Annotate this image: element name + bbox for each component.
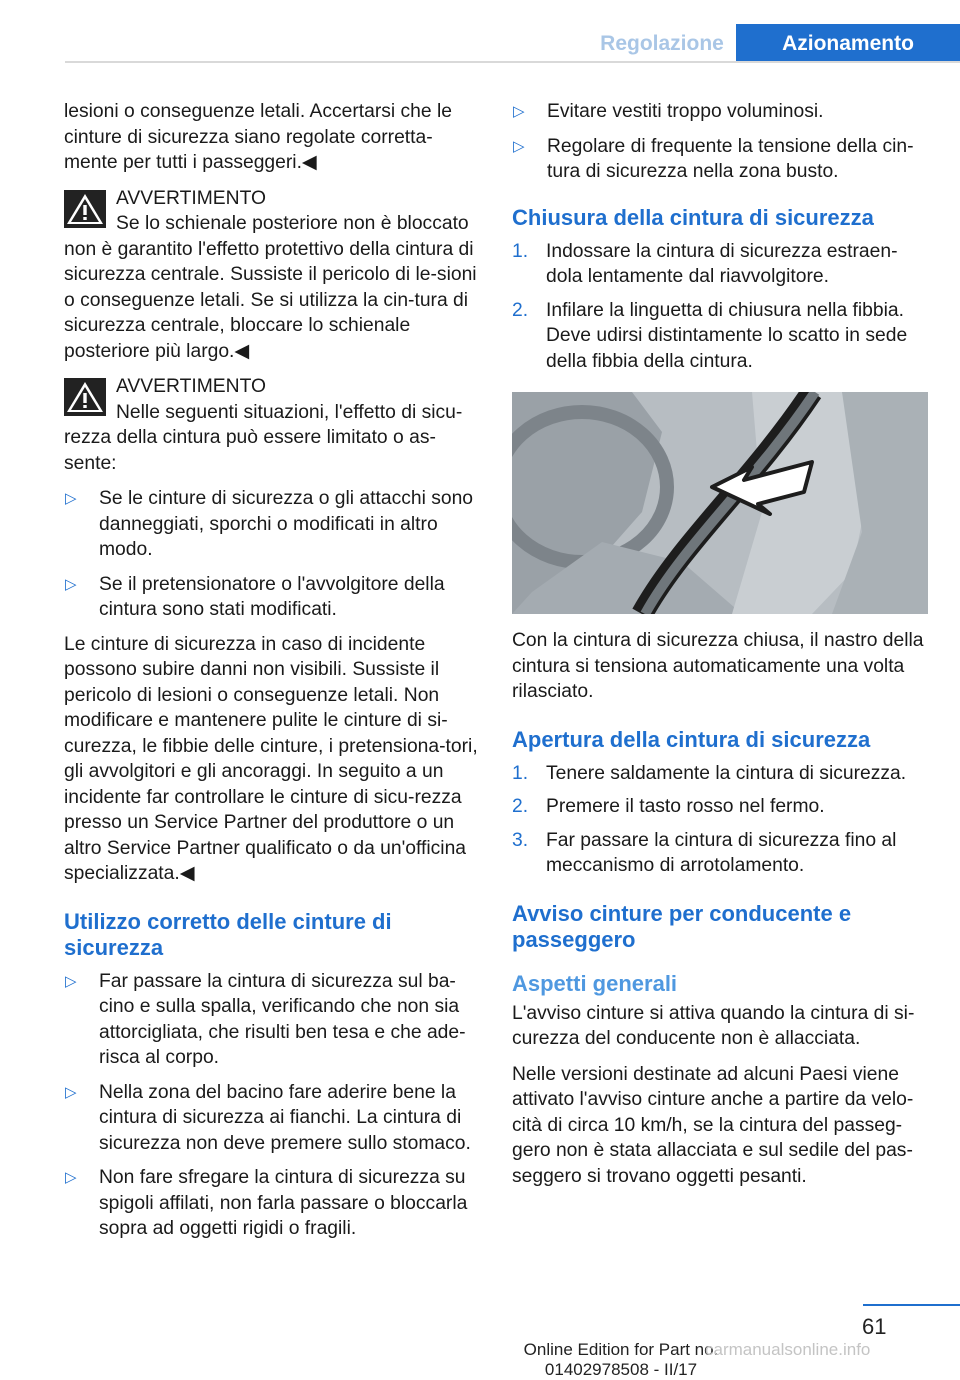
watermark: carmanualsonline.info bbox=[705, 1340, 871, 1359]
triangle-bullet-icon: ▷ bbox=[65, 575, 77, 593]
section-heading-utilizzo: Utilizzo corretto delle cinture di sicurezza bbox=[64, 908, 392, 960]
triangle-bullet-icon: ▷ bbox=[513, 103, 525, 120]
list-item: ▷ Nella zona del bacino fare aderire bene la cintura di sicurezza ai fianchi. La cintura di sicurezza non deve premere sullo stomaco. bbox=[65, 1081, 471, 1154]
section-heading-avviso: Avviso cinture per conducente e passeggero bbox=[512, 900, 852, 952]
subsection-heading-generali: Aspetti generali bbox=[512, 970, 678, 996]
seatbelt-photo-image bbox=[512, 392, 928, 614]
unfasten-steps bbox=[512, 761, 930, 879]
seatbelt-illustration bbox=[512, 392, 928, 614]
reminder-paragraph-2: Nelle versioni destinate ad alcuni Paesi viene attivato l'avviso cinture anche a partire da velo‐cità di circa 10 km/h, se la cintura del passeg‐gero non è stata allacciata e sul sedile del pas‐seggero si trovano oggetti pesanti. bbox=[512, 1063, 914, 1187]
list-item: ▷ Non fare sfregare la cintura di sicurezza su spigoli affilati, non farla passare o bloccarla sopra ad oggetti rigidi o fragili. bbox=[65, 1167, 468, 1239]
list-item: ▷ Regolare di frequente la tensione della cin‐tura di sicurezza nella zona busto. bbox=[513, 135, 914, 182]
section-heading-chiusura: Chiusura della cintura di sicurezza bbox=[512, 204, 874, 230]
section-heading-apertura: Apertura della cintura di sicurezza bbox=[512, 726, 871, 752]
warning-block-2 bbox=[64, 374, 482, 476]
usage-list bbox=[64, 969, 482, 1242]
header-rule bbox=[65, 61, 960, 63]
triangle-bullet-icon: ▷ bbox=[65, 490, 77, 507]
right-column bbox=[512, 99, 930, 1199]
list-item: ▷ Se le cinture di sicurezza o gli attacchi sono danneggiati, sporchi o modificati in altro modo. bbox=[65, 488, 474, 560]
damage-paragraph: Le cinture di sicurezza in caso di incidente possono subire danni non visibili. Sussiste il pericolo di lesioni o conseguenze letali. Non modificare e mantenere pulite le cinture di si‐curezza, le fibbie delle cinture, i pretensiona‐tori, gli avvolgitori e gli ancoraggi. In seguito a un incidente far controllare le cinture di sicu‐rezza presso un Service Partner del produttore o un altro Service Partner qualificato o da un'officina specializzata.◀ bbox=[64, 633, 478, 884]
left-column bbox=[64, 99, 482, 1251]
list-item: 2. Premere il tasto rosso nel fermo. bbox=[512, 796, 825, 817]
figure-caption: Con la cintura di sicurezza chiusa, il nastro della cintura si tensiona automaticamente una volta rilasciato. bbox=[512, 630, 924, 702]
list-item: 3. Far passare la cintura di sicurezza fino al meccanismo di arrotolamento. bbox=[512, 829, 897, 876]
page-number: 61 bbox=[862, 1314, 887, 1339]
triangle-bullet-icon: ▷ bbox=[65, 1169, 77, 1186]
intro-paragraph: lesioni o conseguenze letali. Accertarsi che le cinture di sicurezza siano regolate corretta‐mente per tutti i passeggeri.◀ bbox=[64, 101, 452, 173]
warning-text: Nelle seguenti situazioni, l'effetto di sicu‐rezza della cintura può essere limitato o as‐sente: bbox=[64, 401, 463, 474]
list-item: ▷ Far passare la cintura di sicurezza sul ba‐cino e sulla spalla, verificando che non sia attorcigliata, che risulti ben tesa e che ade‐risca al corpo. bbox=[65, 970, 466, 1068]
list-item: 1. Tenere saldamente la cintura di sicurezza. bbox=[512, 762, 907, 784]
list-item: 1. Indossare la cintura di sicurezza estraen‐dola lentamente dal riavvolgitore. bbox=[512, 240, 898, 287]
warning-triangle-icon bbox=[64, 190, 106, 228]
list-item: ▷ Evitare vestiti troppo voluminosi. bbox=[512, 99, 930, 125]
footer-rule bbox=[863, 1304, 960, 1306]
reminder-paragraph-1: L'avviso cinture si attiva quando la cintura di si‐curezza del conducente non è allacciata. bbox=[512, 1002, 915, 1049]
edition-note: Online Edition for Part no. 01402978508 - II/17 bbox=[523, 1340, 719, 1379]
header-tab-azionamento[interactable]: Azionamento bbox=[736, 24, 960, 63]
triangle-bullet-icon: ▷ bbox=[65, 1083, 77, 1101]
list-item: 2. Infilare la linguetta di chiusura nella fibbia. Deve udirsi distintamente lo scatto in sede della fibbia della cintura. bbox=[512, 299, 908, 372]
warning-text: Se lo schienale posteriore non è bloccato non è garantito l'effetto protettivo della cintura di sicurezza centrale. Sussiste il pericolo di le‐sioni o conseguenze letali. Se si utilizza la cin‐tura di sicurezza centrale, bloccare lo schienale posteriore più largo.◀ bbox=[64, 213, 477, 362]
warning-triangle-icon bbox=[64, 378, 106, 416]
fasten-steps bbox=[512, 239, 930, 375]
warning-title: AVVERTIMENTO bbox=[116, 187, 266, 209]
clothing-list bbox=[512, 99, 930, 185]
list-item: ▷ Se il pretensionatore o l'avvolgitore della cintura sono stati modificati. bbox=[65, 573, 445, 620]
triangle-bullet-icon: ▷ bbox=[513, 137, 525, 155]
warning-conditions-list bbox=[64, 486, 482, 623]
header-tab-regolazione[interactable]: Regolazione bbox=[600, 32, 724, 55]
warning-title: AVVERTIMENTO bbox=[116, 376, 266, 397]
warning-block-1 bbox=[64, 186, 482, 365]
triangle-bullet-icon: ▷ bbox=[65, 972, 77, 990]
